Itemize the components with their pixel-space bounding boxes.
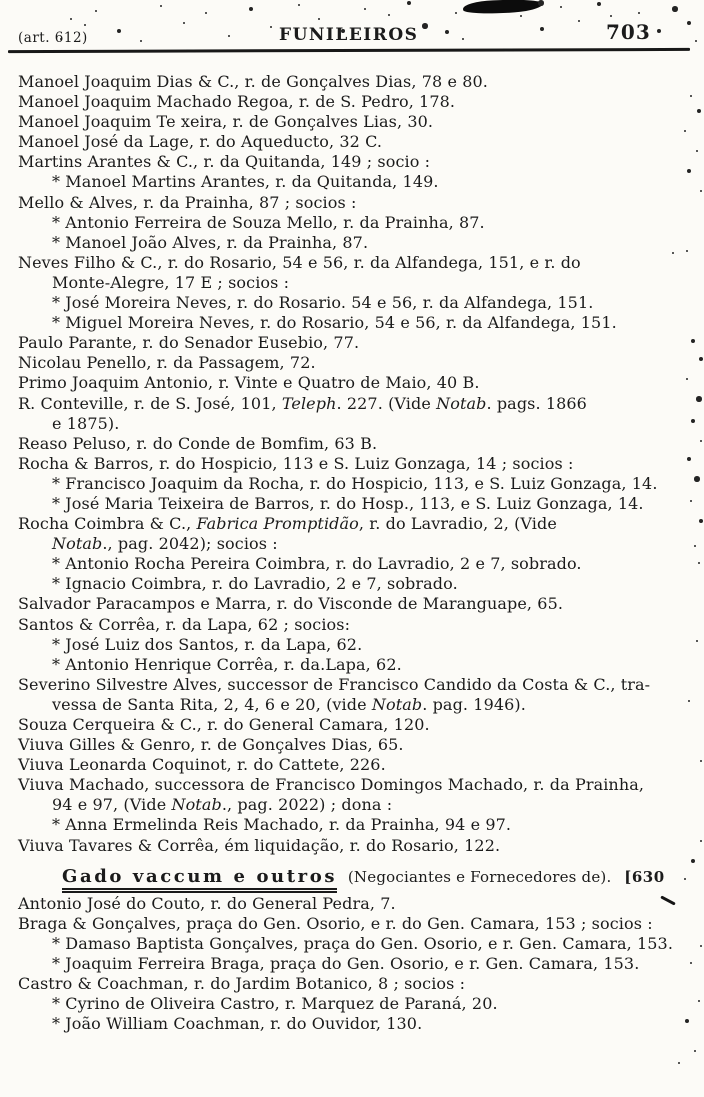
directory-entry-line: Reaso Peluso, r. do Conde de Bomfim, 63 B. [18, 433, 378, 453]
directory-subline: * Francisco Joaquim da Rocha, r. do Hospicio, 113, e S. Luiz Gonzaga, 14. [52, 473, 658, 493]
directory-subline: 94 e 97, (Vide Notab., pag. 2022) ; dona : [52, 795, 393, 815]
directory-entry-line: R. Conteville, r. de S. José, 101, Teleph. 227. (Vide Notab. pags. 1866 [18, 393, 587, 413]
directory-entry-line: Braga & Gonçalves, praça do Gen. Osorio, e r. do Gen. Camara, 153 ; socios : [18, 913, 653, 933]
directory-subline: * Cyrino de Oliveira Castro, r. Marquez de Paraná, 20. [52, 994, 498, 1014]
directory-subline: e 1875). [52, 413, 120, 433]
directory-entry-line: Rocha Coimbra & C., Fabrica Promptidão, r. do Lavradio, 2, (Vide [18, 514, 557, 534]
section-heading-gado-vaccum [62, 865, 694, 889]
directory-entry-line: Manoel Joaquim Te xeira, r. de Gonçalves Lias, 30. [18, 112, 434, 132]
directory-entry-line: Castro & Coachman, r. do Jardim Botanico, 8 ; socios : [18, 974, 466, 994]
directory-subline: * José Maria Teixeira de Barros, r. do Hosp., 113, e S. Luiz Gonzaga, 14. [52, 493, 644, 513]
directory-subline: * Anna Ermelinda Reis Machado, r. da Prainha, 94 e 97. [52, 815, 512, 835]
header-article-ref: (art. 612) [18, 30, 88, 46]
directory-subline: Monte-Alegre, 17 E ; socios : [52, 272, 290, 292]
directory-entry-line: Primo Joaquim Antonio, r. Vinte e Quatro de Maio, 40 B. [18, 373, 480, 393]
directory-entry-line: Santos & Corrêa, r. da Lapa, 62 ; socios: [18, 614, 351, 634]
directory-subline: * Manoel Martins Arantes, r. da Quitanda, 149. [52, 172, 439, 192]
directory-entry-line: Salvador Paracampos e Marra, r. do Visconde de Maranguape, 65. [18, 594, 564, 614]
directory-entry-line: Paulo Parante, r. do Senador Eusebio, 77. [18, 333, 360, 353]
directory-subline: * Antonio Ferreira de Souza Mello, r. da Prainha, 87. [52, 212, 485, 232]
directory-subline: * José Moreira Neves, r. do Rosario. 54 e 56, r. da Alfandega, 151. [52, 293, 594, 313]
directory-entry-line: Viuva Leonarda Coquinot, r. do Cattete, 226. [18, 755, 386, 775]
directory-entry-line: Nicolau Penello, r. da Passagem, 72. [18, 353, 316, 373]
directory-subline: * Joaquim Ferreira Braga, praça do Gen. Osorio, e r. Gen. Camara, 153. [52, 953, 640, 973]
directory-subline: vessa de Santa Rita, 2, 4, 6 e 20, (vide Notab. pag. 1946). [52, 694, 526, 714]
directory-entry-line: Manoel José da Lage, r. do Aqueducto, 32 C. [18, 132, 383, 152]
directory-entry-line: Martins Arantes & C., r. da Quitanda, 149 ; socio : [18, 152, 431, 172]
directory-subline: * Miguel Moreira Neves, r. do Rosario, 54 e 56, r. da Alfandega, 151. [52, 313, 617, 333]
directory-subline: * Antonio Henrique Corrêa, r. da.Lapa, 62. [52, 654, 402, 674]
page-title: FUNILEIROS [279, 25, 419, 45]
page-content [18, 72, 694, 1034]
directory-section-funileiros [18, 72, 694, 856]
directory-subline: * Antonio Rocha Pereira Coimbra, r. do Lavradio, 2 e 7, sobrado. [52, 554, 582, 574]
directory-entry-line: Mello & Alves, r. da Prainha, 87 ; socios : [18, 192, 357, 212]
scan-noise-right-edge [0, 0, 2, 2]
directory-section-gado-vaccum [18, 894, 694, 1035]
page-number: 703 [606, 20, 651, 44]
directory-entry-line: Antonio José do Couto, r. do General Pedra, 7. [18, 893, 396, 913]
section-qualifier: (Negociantes e Fornecedores de). [347, 867, 612, 886]
directory-entry-line: Viuva Gilles & Genro, r. de Gonçalves Dias, 65. [18, 735, 404, 755]
section-column-ref: [630 [624, 867, 665, 886]
directory-entry-line: Viuva Tavares & Corrêa, ém liquidação, r. do Rosario, 122. [18, 835, 501, 855]
directory-subline: * José Luiz dos Santos, r. da Lapa, 62. [52, 634, 363, 654]
directory-entry-line: Rocha & Barros, r. do Hospicio, 113 e S. Luiz Gonzaga, 14 ; socios : [18, 453, 574, 473]
directory-entry-line: Souza Cerqueira & C., r. do General Camara, 120. [18, 715, 430, 734]
directory-subline: * Manoel João Alves, r. da Prainha, 87. [52, 232, 369, 252]
directory-entry-line: Manoel Joaquim Dias & C., r. de Gonçalves Dias, 78 e 80. [18, 72, 488, 91]
directory-subline: * João William Coachman, r. do Ouvidor, 130. [52, 1014, 423, 1034]
directory-entry-line: Neves Filho & C., r. do Rosario, 54 e 56, r. da Alfandega, 151, e r. do [18, 252, 581, 272]
directory-entry-line: Manoel Joaquim Machado Regoa, r. de S. Pedro, 178. [18, 92, 456, 112]
ink-blob [463, 0, 543, 14]
directory-entry-line: Severino Silvestre Alves, successor de Francisco Candido da Costa & C., tra- [18, 674, 651, 694]
directory-entry-line: Viuva Machado, successora de Francisco Domingos Machado, r. da Prainha, [18, 775, 645, 795]
scan-noise-top [0, 0, 2, 2]
header-rule [8, 48, 690, 53]
directory-subline: * Ignacio Coimbra, r. do Lavradio, 2 e 7, sobrado. [52, 574, 458, 594]
directory-subline: * Damaso Baptista Gonçalves, praça do Gen. Osorio, e r. Gen. Camara, 153. [52, 933, 674, 953]
section-title: Gado vaccum e outros [62, 866, 337, 893]
directory-subline: Notab., pag. 2042); socios : [52, 534, 278, 554]
